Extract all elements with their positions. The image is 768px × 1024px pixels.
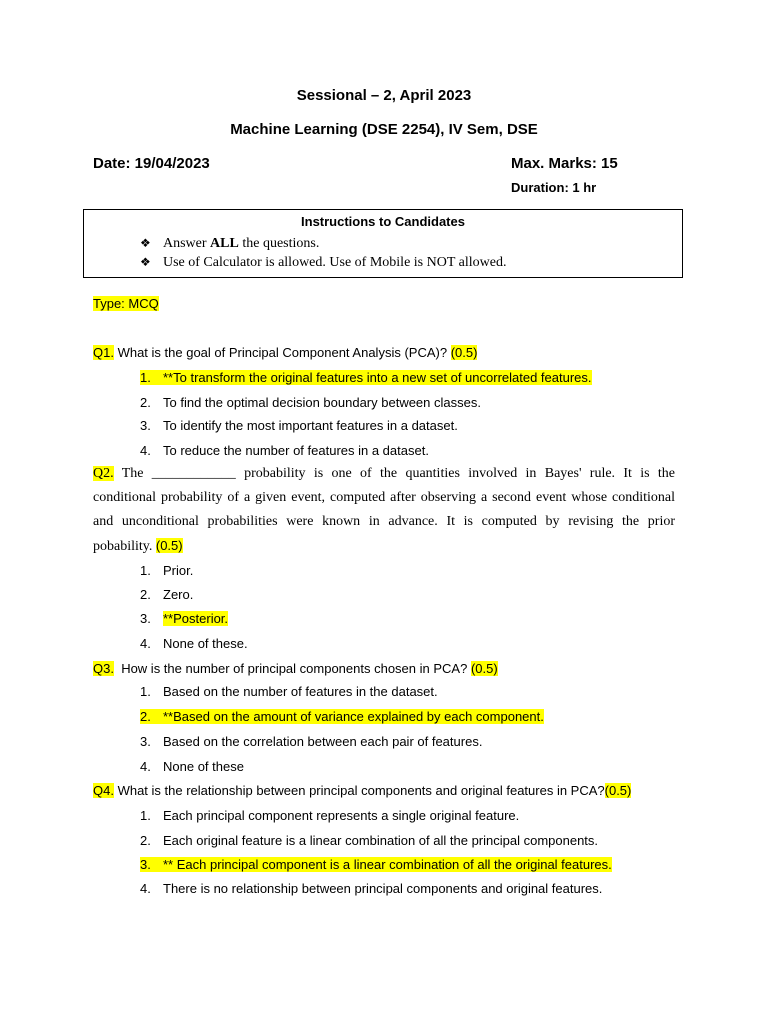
question-2-line	[93, 466, 675, 482]
question-4	[93, 783, 631, 798]
instruction-text: the questions.	[238, 236, 320, 251]
option-number: 4.	[140, 636, 151, 651]
exam-date: Date: 19/04/2023	[93, 155, 210, 172]
option-number: 2.	[140, 587, 151, 602]
option-number: 1.	[140, 370, 163, 385]
option-number: 3.	[140, 418, 151, 433]
option-text: **To transform the original features into a new set of uncorrelated features.	[163, 370, 592, 385]
question-text: pobability.	[93, 539, 156, 554]
exam-title: Sessional – 2, April 2023	[296, 87, 472, 104]
option-text: None of these.	[163, 636, 248, 651]
option-item	[140, 734, 482, 749]
question-text: What is the goal of Principal Component Analysis (PCA)?	[113, 345, 451, 360]
option-item	[140, 684, 438, 699]
option-number: 1.	[140, 563, 151, 578]
max-marks: Max. Marks: 15	[511, 155, 618, 172]
question-marks: (0.5)	[604, 783, 632, 798]
option-text: Prior.	[163, 563, 194, 578]
duration: Duration: 1 hr	[511, 180, 597, 195]
question-marks: (0.5)	[470, 661, 498, 676]
option-number: 1.	[140, 684, 151, 699]
option-item	[140, 881, 602, 896]
question-1	[93, 345, 477, 360]
option-text: **Posterior.	[163, 611, 229, 626]
option-item	[140, 636, 248, 651]
option-item	[140, 587, 193, 602]
option-item	[140, 418, 458, 433]
option-text: There is no relationship between principal components and original features.	[163, 881, 603, 896]
option-text: Zero.	[163, 587, 194, 602]
instructions-box	[83, 209, 683, 278]
option-item	[140, 443, 429, 458]
diamond-bullet-icon: ❖	[140, 236, 151, 250]
instructions-title: Instructions to Candidates	[301, 214, 465, 229]
question-type	[93, 296, 159, 311]
question-number: Q4.	[93, 783, 114, 798]
option-text: Each original feature is a linear combination of all the principal components.	[163, 833, 599, 848]
option-text: Based on the number of features in the dataset.	[163, 684, 438, 699]
question-text: What is the relationship between principal components and original features in PCA?	[113, 783, 605, 798]
option-item	[140, 709, 544, 724]
option-number: 3.	[140, 857, 163, 872]
option-text: **Based on the amount of variance explained by each component.	[163, 709, 544, 724]
option-text: To identify the most important features in a dataset.	[163, 418, 458, 433]
diamond-bullet-icon: ❖	[140, 255, 151, 269]
instruction-item	[140, 255, 506, 271]
option-item	[140, 857, 612, 872]
question-2-line: conditional probability of a given event, computed after observing a second event whose conditional	[93, 490, 675, 505]
option-number: 4.	[140, 443, 151, 458]
instruction-emphasis: ALL	[210, 236, 239, 251]
question-marks: (0.5)	[155, 538, 183, 553]
option-number: 1.	[140, 808, 151, 823]
option-item	[140, 563, 193, 578]
option-number: 2.	[140, 833, 151, 848]
question-marks: (0.5)	[450, 345, 478, 360]
option-item	[140, 833, 598, 848]
question-number: Q3.	[93, 661, 114, 676]
option-text: To reduce the number of features in a dataset.	[163, 443, 429, 458]
question-number: Q1.	[93, 345, 114, 360]
option-text: Based on the correlation between each pair of features.	[163, 734, 483, 749]
question-text: How is the number of principal components chosen in PCA?	[113, 661, 471, 676]
question-text: The ____________ probability is one of the quantities involved in Bayes' rule. It is the	[121, 466, 675, 481]
question-3	[93, 661, 498, 676]
option-number: 4.	[140, 759, 151, 774]
option-text: Each principal component represents a single original feature.	[163, 808, 520, 823]
instruction-item	[140, 236, 319, 252]
question-2-line	[93, 538, 675, 555]
option-text: None of these	[163, 759, 244, 774]
option-item	[140, 759, 244, 774]
option-item	[140, 611, 228, 626]
option-number: 3.	[140, 734, 151, 749]
type-label: Type: MCQ	[93, 296, 159, 311]
option-text: ** Each principal component is a linear combination of all the original features.	[163, 857, 612, 872]
option-number: 3.	[140, 611, 151, 626]
option-number: 2.	[140, 709, 163, 724]
question-number: Q2.	[93, 466, 114, 481]
instruction-text: Use of Calculator is allowed. Use of Mobile is NOT allowed.	[163, 255, 507, 270]
option-number: 4.	[140, 881, 151, 896]
option-number: 2.	[140, 395, 151, 410]
option-item	[140, 808, 519, 823]
option-item	[140, 370, 592, 385]
instruction-text: Answer	[163, 236, 211, 251]
option-item	[140, 395, 481, 410]
course-title: Machine Learning (DSE 2254), IV Sem, DSE	[230, 121, 538, 138]
option-text: To find the optimal decision boundary between classes.	[163, 395, 481, 410]
question-2-line: and unconditional probabilities were known in advance. It is computed by revising the prior	[93, 514, 675, 529]
